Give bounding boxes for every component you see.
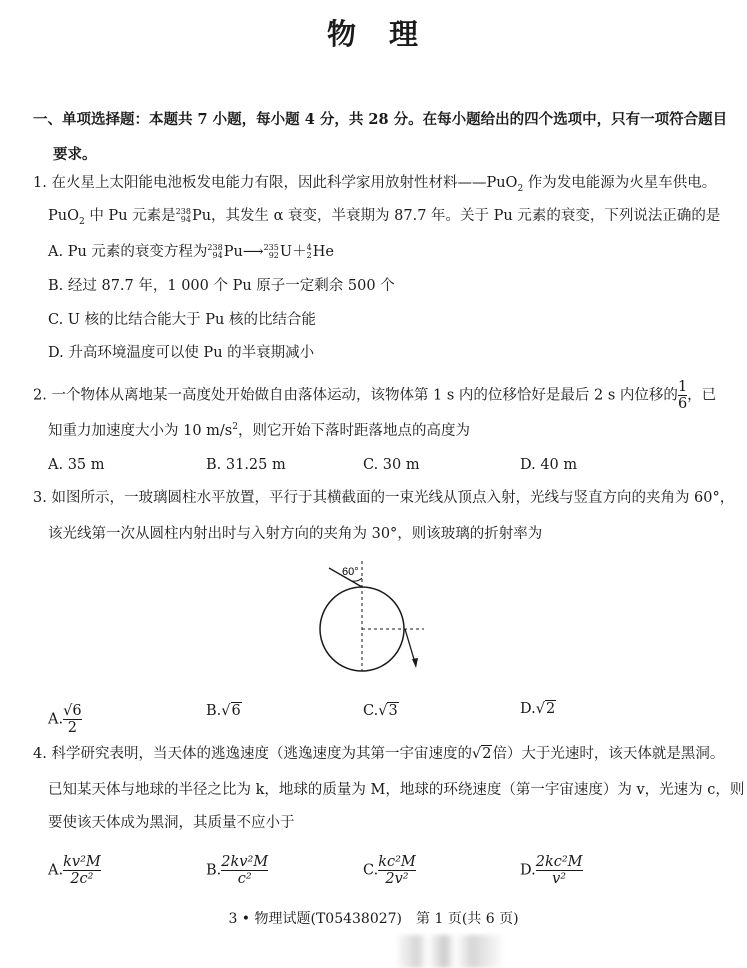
q1-option-b: B. 经过 87.7 年，1 000 个 Pu 原子一定剩余 500 个	[48, 278, 395, 294]
q1-option-d: D. 升高环境温度可以使 Pu 的半衰期减小	[48, 345, 315, 361]
numerator: kv²M	[63, 854, 101, 870]
text: 2. 一个物体从离地某一高度处开始做自由落体运动，该物体第 1 s 内的位移恰好是最后 2 s 内位移的	[33, 387, 678, 404]
radicand: 6	[231, 703, 241, 719]
mass-number: 238	[207, 243, 223, 252]
radicand: 3	[388, 703, 398, 719]
text: 知重力加速度大小为 10 m/s	[48, 422, 233, 439]
element: Pu	[223, 244, 243, 260]
section-heading-cont: 要求。	[53, 146, 97, 163]
fraction	[63, 703, 81, 736]
label: A.	[48, 711, 64, 728]
numerator: 2kv²M	[221, 854, 269, 870]
text: 1. 在火星上太阳能电池板发电能力有限，因此科学家用放射性材料——PuO	[33, 175, 518, 191]
atomic-number: 94	[180, 215, 191, 224]
numerator: 1	[677, 379, 688, 395]
q3-option-d: D.√2	[520, 701, 556, 717]
mass-number: 4	[306, 243, 312, 252]
q3-option-c: C.√3	[363, 703, 398, 719]
label: D.	[520, 862, 536, 879]
element: He	[312, 244, 334, 260]
q3-option-b: B.√6	[206, 703, 241, 719]
fraction	[63, 854, 101, 887]
q3-stem-line1: 3. 如图所示，一玻璃圆柱水平放置，平行于其横截面的一束光线从顶点入射，光线与竖直方向的夹角为 60°，	[33, 490, 735, 506]
label: A.	[48, 862, 64, 879]
denominator: c²	[221, 870, 268, 887]
denominator: v²	[536, 870, 583, 887]
subscript: 2	[78, 216, 85, 227]
q4-option-a	[48, 854, 101, 887]
section-heading: 一、单项选择题：本题共 7 小题，每小题 4 分，共 28 分。在每小题给出的四个选项中，只有一项符合题目	[33, 111, 728, 128]
q2-option-b: B. 31.25 m	[206, 457, 286, 473]
fraction	[378, 854, 416, 887]
atomic-number: 92	[268, 251, 279, 260]
label: D.	[520, 701, 536, 717]
element: Pu	[191, 208, 212, 224]
arrow: ⟶	[242, 244, 264, 260]
text: ，则它开始下落时距落地点的高度为	[237, 422, 470, 439]
atomic-number: 2	[306, 251, 312, 260]
q4-option-d	[520, 854, 583, 887]
fraction	[221, 854, 268, 887]
text: A. Pu 元素的衰变方程为	[48, 244, 208, 260]
text: 4. 科学研究表明，当天体的逃逸速度（逃逸速度为其第一宇宙速度的	[33, 746, 472, 762]
subscript: 2	[517, 183, 524, 194]
scan-smudge	[395, 935, 505, 968]
text: ，已	[687, 387, 717, 404]
q4-option-c	[363, 854, 416, 887]
q1-option-c: C. U 核的比结合能大于 Pu 核的比结合能	[48, 312, 316, 328]
text: 倍）大于光速时，该天体就是黑洞。	[492, 746, 725, 762]
q2-option-d: D. 40 m	[520, 457, 578, 473]
label: B.	[206, 862, 222, 879]
numerator: kc²M	[378, 854, 416, 870]
page-footer: 3 • 物理试题(T05438027) 第 1 页(共 6 页)	[228, 911, 519, 927]
denominator: 2c²	[63, 870, 101, 887]
numerator: 2kc²M	[535, 854, 583, 870]
q4-stem-line1: 4. 科学研究表明，当天体的逃逸速度（逃逸速度为其第一宇宙速度的√2倍）大于光速时，该天体就是黑洞。	[33, 746, 725, 762]
text: PuO	[48, 208, 79, 224]
arrow-head-icon	[412, 658, 418, 668]
text: ，其发生 α 衰变，半衰期为 87.7 年。关于 Pu 元素的衰变，下列说法正确的是	[211, 208, 721, 224]
denominator: 2	[63, 719, 81, 736]
q2-option-c: C. 30 m	[363, 457, 420, 473]
label: C.	[363, 703, 379, 719]
superscript: 2	[232, 422, 238, 432]
denominator: 6	[677, 396, 688, 412]
angle-label: 60°	[342, 566, 359, 578]
mass-number: 238	[175, 207, 191, 216]
atomic-number: 94	[212, 251, 223, 260]
radicand: 2	[482, 746, 492, 762]
element: U＋	[279, 244, 307, 260]
q2-option-a: A. 35 m	[48, 457, 105, 473]
radicand: 2	[545, 701, 556, 717]
text: 中 Pu 元素是	[84, 208, 176, 224]
q3-option-a	[48, 703, 82, 736]
fraction	[536, 854, 583, 887]
angle-arc	[352, 578, 362, 581]
q3-stem-line2: 该光线第一次从圆柱内射出时与入射方向的夹角为 30°，则该玻璃的折射率为	[48, 526, 543, 542]
label: C.	[363, 862, 379, 879]
mass-number: 235	[263, 243, 279, 252]
q4-option-b	[206, 854, 268, 887]
page-title: 物 理	[326, 17, 420, 51]
text: 作为发电能源为火星车供电。	[523, 175, 717, 191]
label: B.	[206, 703, 222, 719]
numerator: √6	[63, 703, 82, 719]
q4-stem-line3: 要使该天体成为黑洞，其质量不应小于	[48, 815, 295, 831]
q4-stem-line2: 已知某天体与地球的半径之比为 k，地球的质量为 M，地球的环绕速度（第一宇宙速度）为 v，光速为 c，则	[48, 782, 745, 798]
denominator: 2v²	[378, 870, 416, 887]
